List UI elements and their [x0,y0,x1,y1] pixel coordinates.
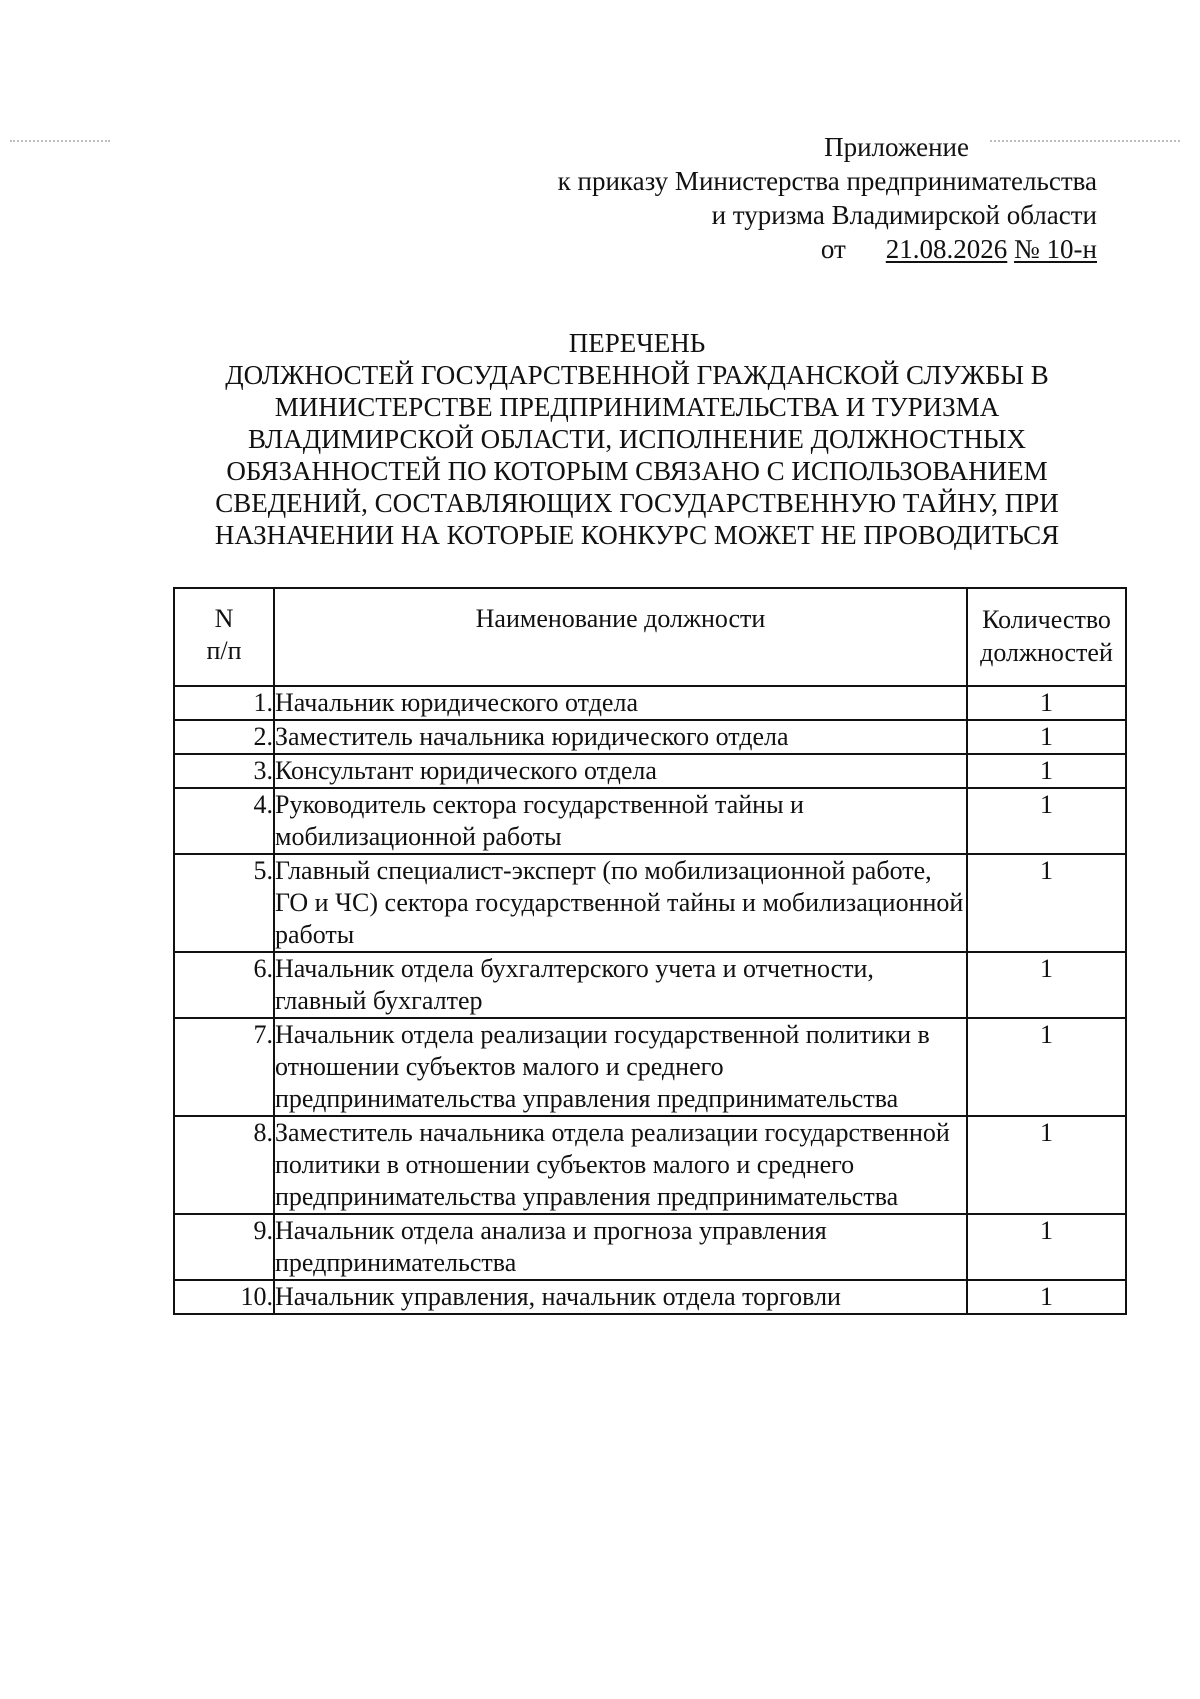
position-name: Заместитель начальника юридического отдела [274,720,967,754]
header-number-line1: N [214,604,234,633]
position-name: Начальник отдела бухгалтерского учета и отчетности, главный бухгалтер [274,952,967,1018]
header-quantity [967,588,1126,686]
table-row [174,854,1126,952]
position-count: 1 [967,952,1126,1018]
position-count: 1 [967,854,1126,952]
row-number: 4. [174,788,274,854]
header-quantity-line1: Количество [982,605,1111,634]
table-row [174,1116,1126,1214]
header-position-name: Наименование должности [274,588,967,686]
position-name: Начальник управления, начальник отдела торговли [274,1280,967,1314]
table-row [174,754,1126,788]
position-count: 1 [967,1280,1126,1314]
order-line-region: и туризма Владимирской области [711,200,1097,230]
scan-artifact-left [10,140,110,144]
position-name: Консультант юридического отдела [274,754,967,788]
row-number: 1. [174,686,274,720]
table-row [174,952,1126,1018]
header-number [174,588,274,686]
position-name: Начальник юридического отдела [274,686,967,720]
table-row [174,788,1126,854]
order-date-line [558,232,1097,266]
order-date: 21.08.2026 [885,234,1008,264]
row-number: 10. [174,1280,274,1314]
title-line: ОБЯЗАННОСТЕЙ ПО КОТОРЫМ СВЯЗАНО С ИСПОЛЬЗОВАНИЕМ [226,456,1048,486]
row-number: 7. [174,1018,274,1116]
position-name: Начальник отдела реализации государственной политики в отношении субъектов малого и среднего предпринимательства управления предпринимательства [274,1018,967,1116]
table-row [174,1018,1126,1116]
title-line: ПЕРЕЧЕНЬ [568,328,706,358]
position-count: 1 [967,788,1126,854]
title-line: ВЛАДИМИРСКОЙ ОБЛАСТИ, ИСПОЛНЕНИЕ ДОЛЖНОСТНЫХ [247,424,1027,454]
order-number: № 10-н [1014,234,1097,264]
table-row [174,720,1126,754]
row-number: 8. [174,1116,274,1214]
row-number: 5. [174,854,274,952]
title-line: СВЕДЕНИЙ, СОСТАВЛЯЮЩИХ ГОСУДАРСТВЕННУЮ ТАЙНУ, ПРИ [215,488,1059,518]
appendix-label: Приложение [824,132,969,162]
table-row [174,686,1126,720]
position-name: Руководитель сектора государственной тайны и мобилизационной работы [274,788,967,854]
position-count: 1 [967,1116,1126,1214]
position-count: 1 [967,1214,1126,1280]
order-reference [558,130,1097,266]
table-row [174,1214,1126,1280]
title-line: НАЗНАЧЕНИИ НА КОТОРЫЕ КОНКУРС МОЖЕТ НЕ ПРОВОДИТЬСЯ [214,520,1060,550]
row-number: 2. [174,720,274,754]
header-quantity-line2: должностей [980,638,1113,667]
position-count: 1 [967,1018,1126,1116]
position-name: Начальник отдела анализа и прогноза управления предпринимательства [274,1214,967,1280]
document-title [130,327,1144,551]
position-count: 1 [967,720,1126,754]
row-number: 6. [174,952,274,1018]
date-prefix: от [820,234,846,264]
row-number: 9. [174,1214,274,1280]
title-line: МИНИСТЕРСТВЕ ПРЕДПРИНИМАТЕЛЬСТВА И ТУРИЗМА [274,392,1000,422]
row-number: 3. [174,754,274,788]
table-row [174,1280,1126,1314]
positions-table [173,587,1127,1315]
order-line-ministry: к приказу Министерства предпринимательства [557,166,1097,196]
position-count: 1 [967,686,1126,720]
table-header-row [174,588,1126,686]
position-name: Главный специалист-эксперт (по мобилизационной работе, ГО и ЧС) сектора государственной тайны и мобилизационной работы [274,854,967,952]
position-count: 1 [967,754,1126,788]
position-name: Заместитель начальника отдела реализации государственной политики в отношении субъектов малого и среднего предпринимательства управления предпринимательства [274,1116,967,1214]
title-line: ДОЛЖНОСТЕЙ ГОСУДАРСТВЕННОЙ ГРАЖДАНСКОЙ СЛУЖБЫ В [225,360,1049,390]
header-number-line2: п/п [206,636,242,665]
